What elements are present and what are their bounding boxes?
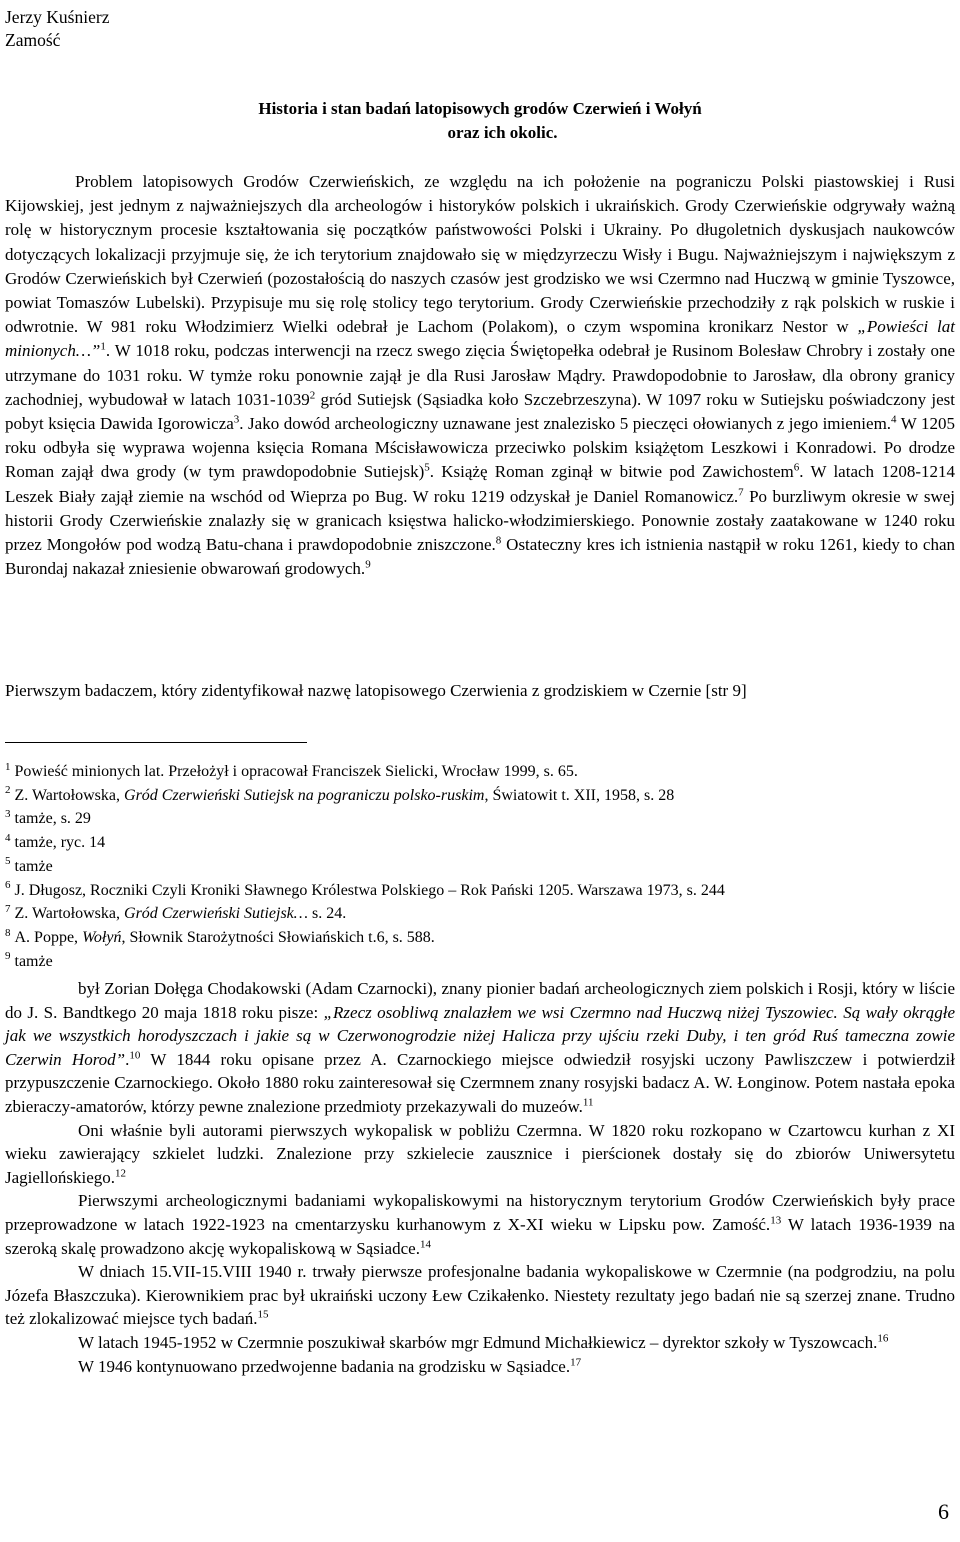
body-paragraph <box>5 1119 955 1190</box>
text-run: . W latach 1208-1214 Leszek Biały zajął ziemie na wschód od Wieprza po Bug. W roku 1219 odzyskał je Daniel Romanowicz. <box>5 462 955 506</box>
text-run: Ostateczny kres ich istnienia nastąpił w roku 1261, kiedy to chan Burondaj nakazał zniesienie obwarowań grodowych. <box>5 535 955 579</box>
document-title <box>0 97 960 145</box>
text-run: W 1946 kontynuowano przedwojenne badania na grodzisku w Sąsiadce. <box>78 1356 571 1376</box>
footnote-item <box>5 950 955 974</box>
author-header <box>5 6 109 52</box>
footnote-ref: 5 <box>424 461 430 474</box>
footnote-ref: 12 <box>115 1167 127 1180</box>
italic-text: „Rzecz osobliwą znalazłem we wsi Czermno nad Huczwą niżej Tyszowiec. Są wały okrągłe jak we wszystkich horodyszczach i jakie są w Czerwonogrodzie niżej Halicza przy ujściu rzeki Duby, i ten gród Ruś tameczna zowie Czerwin Horod” <box>5 1002 956 1069</box>
text-run: Pierwszymi archeologicznymi badaniami wykopaliskowymi na historycznym terytorium Grodów Czerwieńskich były prace przeprowadzone w latach 1922-1923 na cmentarzysku kurhanowym z X-XI wieku w Lipsku pow. Zamość. <box>5 1191 955 1234</box>
text-run: W 1844 roku opisane przez A. Czarnockiego miejsce odwiedził rosyjski uczony Pawliszczew i potwierdził przypuszczenie Czarnockiego. Około 1880 roku zainteresował się Czermnem znany rosyjski badacz A. W. Łonginow. Potem nastała epoka zbieraczy-amatorów, którzy pewne znalezione przedmioty przekazywali do muzeów. <box>5 1049 955 1116</box>
text-run: tamże <box>14 952 53 970</box>
title-line-2: oraz ich okolic. <box>447 123 558 142</box>
text-run: A. Poppe, <box>14 928 83 946</box>
text-run: Oni właśnie byli autorami pierwszych wykopalisk w pobliżu Czermna. W 1820 roku rozkopano w Czartowcu kurhan z XI wieku zawierający szkielet ludzki. Znalezione przy szkielecie zausznice i pierścionek dostały się do zbiorów Uniwersytetu Jagiellońskiego. <box>5 1120 955 1187</box>
text-run: W 1205 roku odbyła się wyprawa wojenna księcia Romana Mścisławowicza przeciwko polskim książętom Leszkowi i Konradowi. Po drodze Roman zajął dwa grody (w tym prawdopodobnie Sutiejsk) <box>5 414 956 482</box>
footnote-ref: 6 <box>793 461 800 474</box>
body-paragraph <box>5 977 955 1119</box>
footnote-ref: 13 <box>770 1214 782 1227</box>
footnote-item <box>5 807 955 831</box>
footnote-ref: 15 <box>257 1308 269 1321</box>
footnote-item <box>5 926 955 950</box>
footnote-item <box>5 784 955 808</box>
footnote-number: 6 <box>5 879 11 892</box>
italic-text: „Powieści lat minionych…” <box>5 317 955 361</box>
text-run: tamże, s. 29 <box>14 810 91 828</box>
footnote-separator <box>5 742 307 743</box>
text-run: , Światowit t. XII, 1958, s. 28 <box>484 786 675 804</box>
author-name: Jerzy Kuśnierz <box>5 7 110 27</box>
footnote-number: 9 <box>5 950 11 963</box>
text-run: Z. Wartołowska, <box>14 786 125 804</box>
footnote-item <box>5 760 955 784</box>
footnote-ref: 9 <box>365 558 371 571</box>
body-paragraph <box>5 1331 955 1355</box>
footnote-item <box>5 902 955 926</box>
text-run: Po burzliwym okresie w swej historii Grody Czerwieńskie znalazły się w granicach księstwa halicko-włodzimierskiego. Ponownie zostały zaatakowane w 1240 roku przez Mongołów pod wodzą Batu-chana i prawdopodobnie zniszczone. <box>5 486 956 555</box>
footnote-item <box>5 855 955 879</box>
footnote-ref: 7 <box>738 485 744 498</box>
footnote-number: 5 <box>5 855 11 868</box>
footnote-number: 8 <box>5 926 11 939</box>
footnote-item <box>5 831 955 855</box>
footnote-number: 3 <box>5 808 11 821</box>
footnote-number: 4 <box>5 831 11 844</box>
text-run: Problem latopisowych Grodów Czerwieńskich, ze względu na ich położenie na pograniczu Polski piastowskiej i Rusi Kijowskiej, jest jednym z najważniejszych dla archeologów i historyków polskich i ukraińskich. Grody Czerwieńskie odgrywały ważną rolę w historycznym procesie kształtowania się początków państwowości Polski i Ukrainy. Po długoletnich dyskusjach naukowców dotyczących lokalizacji przyjmuje się, że ich terytorium znajdowało się w międzyrzeczu Wisły i Bugu. Najważniejszym i największym z Grodów Czerwieńskich był Czerwień (pozostałością do naszych czasów jest grodzisko we wsi Czermno nad Huczwą w gminie Tyszowce, powiat Tomaszów Lubelski). Przypisuje mu się rolę stolicy tego terytorium. Grody Czerwieńskie przechodziły z rąk polskich w ruskie i odwrotnie. W 981 roku Włodzimierz Wielki odebrał je Lachom (Polakom), o czym wspomina kronikarz Nestor w <box>5 172 955 337</box>
body-paragraph <box>5 1355 955 1379</box>
footnotes-list <box>5 760 955 973</box>
footnote-ref: 8 <box>495 534 502 547</box>
italic-text: Wołyń <box>82 928 122 946</box>
footnote-ref: 16 <box>877 1332 889 1345</box>
footnote-ref: 17 <box>570 1355 582 1368</box>
footnote-ref: 4 <box>891 413 897 426</box>
text-run: s. 24. <box>308 905 347 923</box>
text-run: , Słownik Starożytności Słowiańskich t.6, s. 588. <box>121 928 435 946</box>
footnote-ref: 14 <box>419 1237 431 1250</box>
continuation-paragraph: Pierwszym badaczem, który zidentyfikował nazwę latopisowego Czerwienia z grodziskiem w Czernie [str 9] <box>5 681 747 700</box>
text-run: tamże, ryc. 14 <box>14 834 106 852</box>
body-paragraph <box>5 1189 955 1260</box>
footnote-ref: 10 <box>129 1049 141 1062</box>
text-run: gród Sutiejsk (Sąsiadka koło Szczebrzeszyna). W 1097 roku w Sutiejsku poświadczony jest pobyt księcia Dawida Igorowicza <box>5 389 955 434</box>
body-paragraph <box>5 1260 955 1331</box>
text-run: . Jako dowód archeologiczny uznawane jest znalezisko 5 pieczęci ołowianych z jego imieniem. <box>239 414 892 434</box>
text-run: . <box>125 1049 130 1069</box>
text-run: . W 1018 roku, podczas interwencji na rzecz swego zięcia Świętopełka odebrał je Rusinom Bolesław Chrobry i zostały one utrzymane do 1031 roku. W tymże roku ponownie zajął je dla Rusi Jarosław Mądry. Prawdopodobnie to Jarosław, dla obrony granicy zachodniej, wybudował w latach 1031-1039 <box>5 341 955 409</box>
text-run: W latach 1945-1952 w Czermnie poszukiwał skarbów mgr Edmund Michałkiewicz – dyrektor szkoły w Tyszowcach. <box>78 1332 878 1352</box>
intro-paragraph <box>5 170 955 581</box>
text-run: W latach 1936-1939 na szeroką skalę prowadzono akcję wykopaliskową w Sąsiadce. <box>5 1214 955 1258</box>
title-line-1: Historia i stan badań latopisowych grodów Czerwień i Wołyń <box>258 99 702 118</box>
footnote-number: 7 <box>5 902 11 915</box>
footnote-ref: 11 <box>582 1096 594 1109</box>
footnote-number: 1 <box>5 760 11 773</box>
text-run: J. Długosz, Roczniki Czyli Kroniki Sławnego Królestwa Polskiego – Rok Pański 1205. Warszawa 1973, s. 244 <box>14 881 725 899</box>
text-run: był Zorian Dołęga Chodakowski (Adam Czarnocki), znany pionier badań archeologicznych ziem polskich i Rosji, który w liście do J. S. Bandtkego 20 maja 1818 roku pisze: <box>5 979 955 1022</box>
footnote-ref: 3 <box>233 413 240 426</box>
text-run: Powieść minionych lat. Przełożył i opracował Franciszek Sielicki, Wrocław 1999, s. 65. <box>14 763 578 780</box>
italic-text: Gród Czerwieński Sutiejsk… <box>124 905 309 923</box>
footnote-number: 2 <box>5 784 11 797</box>
footnote-item <box>5 879 955 903</box>
footnote-ref: 1 <box>100 340 106 353</box>
text-run: Z. Wartołowska, <box>14 905 125 923</box>
continued-text <box>5 977 955 1378</box>
footnote-ref: 2 <box>309 389 316 402</box>
text-run: tamże <box>14 857 53 875</box>
page-number: 6 <box>938 1499 949 1524</box>
italic-text: Gród Czerwieński Sutiejsk na pograniczu polsko-ruskim <box>124 786 485 804</box>
author-city: Zamość <box>5 30 61 50</box>
text-run: . Książę Roman zginął w bitwie pod Zawichostem <box>429 462 794 482</box>
text-run: W dniach 15.VII-15.VIII 1940 r. trwały pierwsze profesjonalne badania wykopaliskowe w Czermnie (na podgrodziu, na polu Józefa Błaszczuka). Kierownikiem prac był ukraiński uczony Łew Czikałenko. Niestety rezultaty jego badań nie są szerzej znane. Trudno też zlokalizować miejsce tych badań. <box>5 1262 955 1329</box>
